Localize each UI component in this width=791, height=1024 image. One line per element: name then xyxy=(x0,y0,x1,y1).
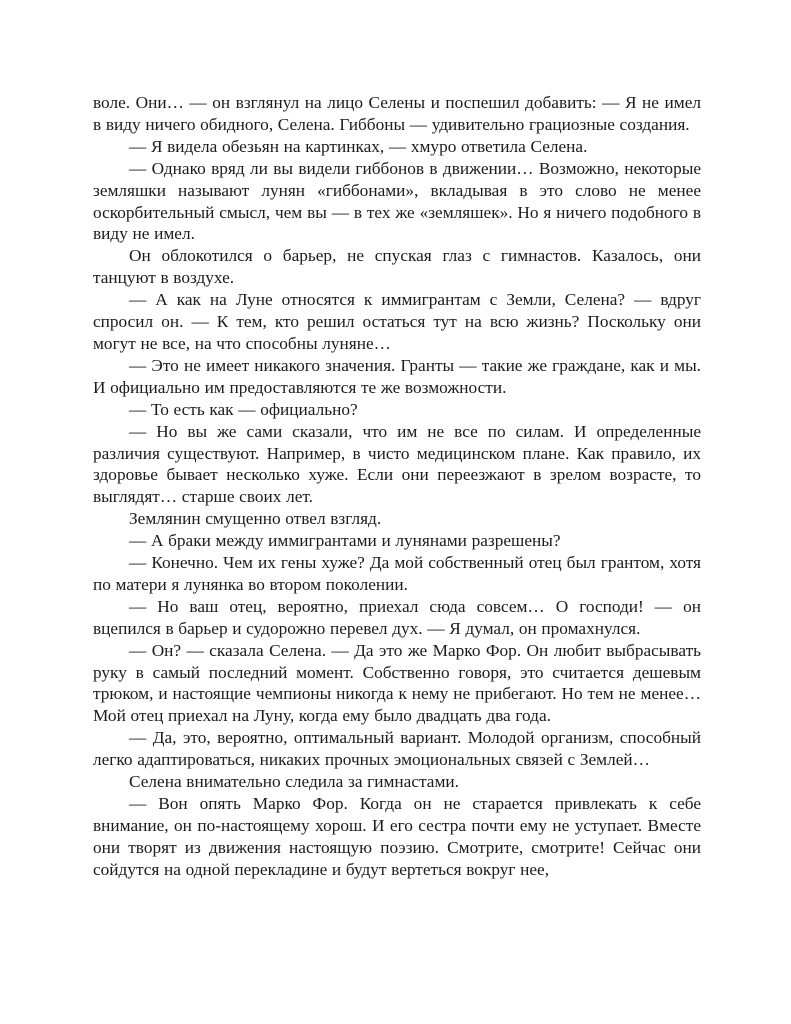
paragraph: — Это не имеет никакого значения. Гранты — такие же граждане, как и мы. И официально им предоставляются те же возможности. xyxy=(93,355,701,397)
paragraph: — Я видела обезьян на картинках, — хмуро ответила Селена. xyxy=(129,136,588,156)
page-text-column xyxy=(93,92,701,881)
paragraph: Селена внимательно следила за гимнастами. xyxy=(129,772,459,792)
paragraph: — Да, это, вероятно, оптимальный вариант. Молодой организм, способный легко адаптироваться, никаких прочных эмоциональных связей с Землей… xyxy=(93,728,701,770)
paragraph: — Конечно. Чем их гены хуже? Да мой собственный отец был грантом, хотя по матери я лунянка во втором поколении. xyxy=(93,553,701,594)
paragraph: — Но вы же сами сказали, что им не все по силам. И определенные различия существуют. Например, в чисто медицинском плане. Как правило, их здоровье бывает несколько хуже. Если они переезжают в зрелом возрасте, то выглядят… старше своих лет. xyxy=(93,421,701,507)
paragraph: — Однако вряд ли вы видели гиббонов в движении… Возможно, некоторые земляшки называют лунян «гиббонами», вкладывая в это слово не менее оскорбительный смысл, чем вы — в тех же «земляшек». Но я ничего подобного в виду не имел. xyxy=(93,158,701,244)
paragraph: — Он? — сказала Селена. — Да это же Марко Фор. Он любит выбрасывать руку в самый последний момент. Собственно говоря, это считается дешевым трюком, и настоящие чемпионы никогда к нему не прибегают. Но тем не менее… Мой отец приехал на Луну, когда ему было двадцать два года. xyxy=(93,640,701,726)
paragraph: — Но ваш отец, вероятно, приехал сюда совсем… О господи! — он вцепился в барьер и судорожно перевел дух. — Я думал, он промахнулся. xyxy=(93,596,701,638)
paragraph: — То есть как — официально? xyxy=(129,399,358,419)
paragraph: Землянин смущенно отвел взгляд. xyxy=(129,509,382,529)
paragraph: воле. Они… — он взглянул на лицо Селены и поспешил добавить: — Я не имел в виду ничего обидного, Селена. Гиббоны — удивительно грациозные создания. xyxy=(93,93,701,134)
paragraph: — Вон опять Марко Фор. Когда он не старается привлекать к себе внимание, он по-настоящему хорош. И его сестра почти ему не уступает. Вместе они творят из движения настоящую поэзию. Смотрите, смотрите! Сейчас они сойдутся на одной перекладине и будут вертеться вокруг нее, xyxy=(93,794,701,879)
paragraph: — А браки между иммигрантами и лунянами разрешены? xyxy=(129,531,561,551)
paragraph: Он облокотился о барьер, не спуская глаз с гимнастов. Казалось, они танцуют в воздухе. xyxy=(93,246,701,288)
paragraph: — А как на Луне относятся к иммигрантам с Земли, Селена? — вдруг спросил он. — К тем, кто решил остаться тут на всю жизнь? Поскольку они могут не все, на что способны луняне… xyxy=(93,290,701,353)
